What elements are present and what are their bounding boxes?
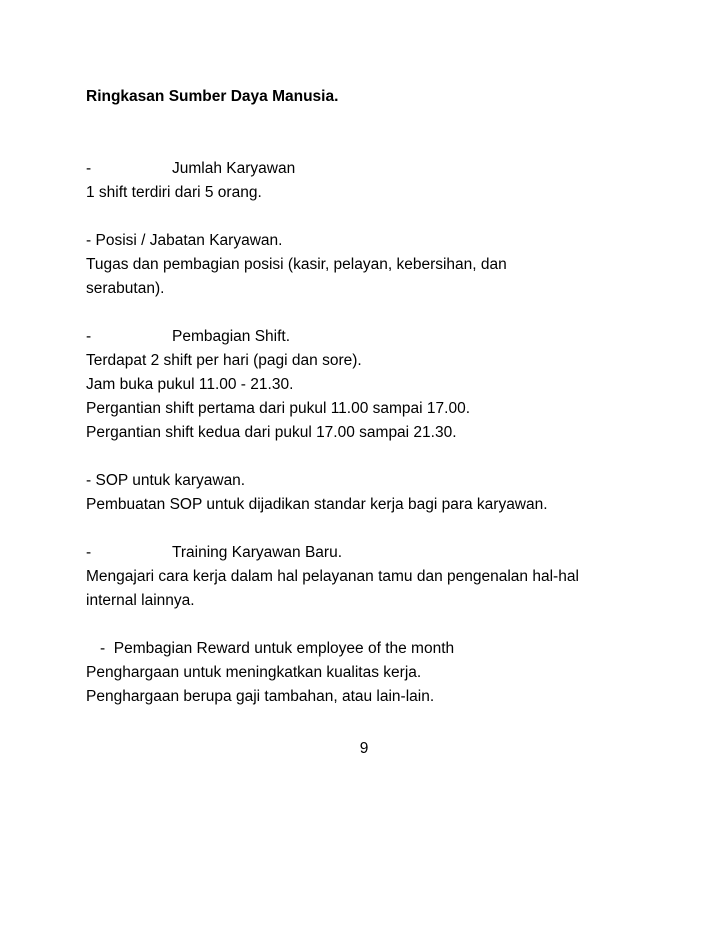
section-line: Tugas dan pembagian posisi (kasir, pelayan, kebersihan, dan <box>86 256 507 273</box>
bullet-dash: - <box>86 544 92 561</box>
section-heading-text: Training Karyawan Baru. <box>172 544 343 561</box>
bullet-dash: - <box>100 640 106 657</box>
section-heading-text: Pembagian Reward untuk employee of the month <box>113 640 455 657</box>
section-posisi-jabatan <box>86 229 666 301</box>
spacer <box>86 517 666 541</box>
section-line: 1 shift terdiri dari 5 orang. <box>86 184 262 201</box>
section-jumlah-karyawan <box>86 157 666 205</box>
spacer <box>86 301 666 325</box>
section-line: Mengajari cara kerja dalam hal pelayanan tamu dan pengenalan hal-hal <box>86 568 579 585</box>
section-heading <box>86 325 666 349</box>
section-heading-text: Posisi / Jabatan Karyawan. <box>95 232 283 249</box>
section-line: Pergantian shift kedua dari pukul 17.00 sampai 21.30. <box>86 424 457 441</box>
section-heading <box>86 541 666 565</box>
section-heading-text: Pembagian Shift. <box>172 328 291 345</box>
spacer <box>86 205 666 229</box>
section-heading <box>86 637 666 661</box>
bullet-dash: - <box>86 328 92 345</box>
section-line: Terdapat 2 shift per hari (pagi dan sore). <box>86 352 362 369</box>
spacer <box>86 109 666 157</box>
bullet-dash: - <box>86 232 92 249</box>
section-sop <box>86 469 666 517</box>
section-line: Pergantian shift pertama dari pukul 11.00 sampai 17.00. <box>86 400 471 417</box>
document-body <box>86 85 666 709</box>
section-line: Jam buka pukul 11.00 - 21.30. <box>86 376 294 393</box>
document-title: Ringkasan Sumber Daya Manusia. <box>86 88 339 105</box>
section-heading-text: Jumlah Karyawan <box>172 160 296 177</box>
section-line: Pembuatan SOP untuk dijadikan standar kerja bagi para karyawan. <box>86 496 548 513</box>
section-pembagian-shift <box>86 325 666 445</box>
section-heading <box>86 469 666 493</box>
section-heading <box>86 157 666 181</box>
section-heading <box>86 229 666 253</box>
bullet-dash: - <box>86 472 92 489</box>
section-line: serabutan). <box>86 280 165 297</box>
section-line: internal lainnya. <box>86 592 195 609</box>
section-training <box>86 541 666 613</box>
spacer <box>86 613 666 637</box>
section-reward <box>86 637 666 709</box>
section-line: Penghargaan untuk meningkatkan kualitas kerja. <box>86 664 422 681</box>
spacer <box>86 445 666 469</box>
bullet-dash: - <box>86 160 92 177</box>
section-line: Penghargaan berupa gaji tambahan, atau lain-lain. <box>86 688 435 705</box>
section-heading-text: SOP untuk karyawan. <box>95 472 246 489</box>
page-number: 9 <box>359 740 369 757</box>
